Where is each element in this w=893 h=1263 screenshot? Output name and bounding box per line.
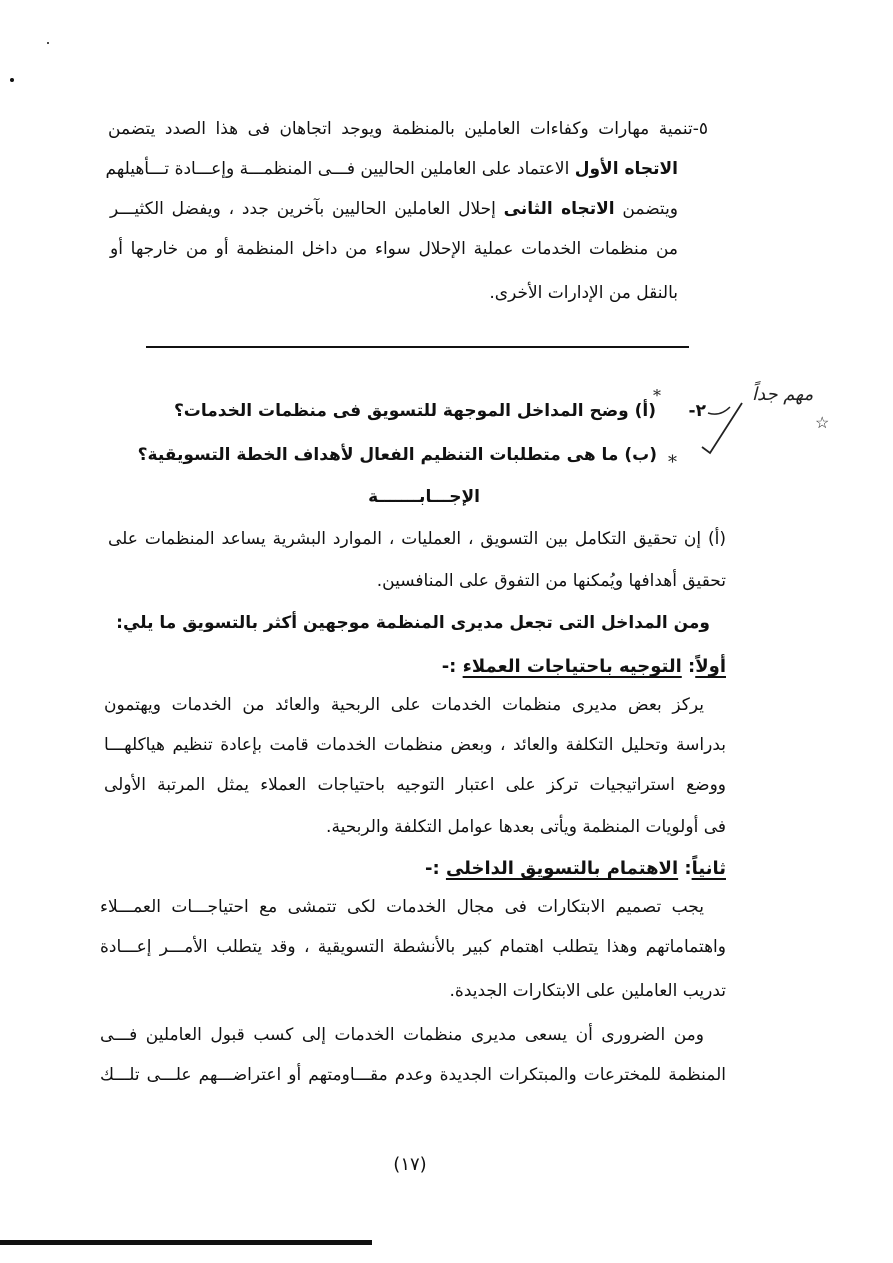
paragraph-line: المنظمة للمخترعات والمبتكرات الجديدة وعدم مقـــاومتهم أو اعتراضـــهم علـــى تلـــك — [100, 1065, 726, 1085]
intro-text: إحلال العاملين الحاليين بآخرين جدد ، ويفضل الكثيـــر — [110, 199, 496, 219]
page-number: (١٧) — [393, 1154, 427, 1175]
first-direction-label: الاتجاه الأول — [574, 159, 678, 179]
intro-line: ٥-تنمية مهارات وكفاءات العاملين بالمنظمة ويوجد اتجاهان فى هذا الصدد يتضمن — [108, 119, 708, 139]
intro-line: بالنقل من الإدارات الأخرى. — [489, 283, 678, 303]
section-heading: ثانياً: الاهتمام بالتسويق الداخلى :- — [424, 858, 726, 879]
asterisk-mark-icon: * — [668, 452, 677, 473]
asterisk-mark-icon: * — [653, 386, 661, 405]
intro-text: ويتضمن — [622, 199, 679, 219]
section-label: ثانياً — [691, 858, 726, 879]
intro-text: الاعتماد على العاملين الحاليين فـــى المنظمـــة وإعـــادة تـــأهيلهم — [105, 159, 570, 179]
question-part-a: (أ) وضح المداخل الموجهة للتسويق فى منظمات الخدمات؟ — [173, 401, 656, 421]
paragraph-line: ووضع استراتيجيات تركز على اعتبار التوجيه باحتياجات العملاء يمثل المرتبة الأولى — [104, 775, 726, 795]
intro-line — [110, 198, 678, 220]
section-divider — [146, 346, 689, 348]
paragraph-line: يجب تصميم الابتكارات فى مجال الخدمات لكى تتمشى مع احتياجـــات العمـــلاء — [100, 897, 704, 917]
check-mark-icon — [700, 395, 746, 455]
section-suffix: :- — [441, 656, 457, 677]
speck-mark — [10, 78, 14, 82]
speck-mark — [47, 42, 49, 44]
paragraph-line: واهتماماتهم وهذا يتطلب اهتمام كبير بالأنشطة التسويقية ، وقد يتطلب الأمـــر إعـــادة — [100, 937, 726, 957]
second-direction-label: الاتجاه الثانى — [503, 199, 615, 219]
intro-line: من منظمات الخدمات عملية الإحلال سواء من داخل المنظمة أو من خارجها أو — [110, 239, 678, 259]
section-suffix: :- — [424, 858, 440, 879]
paragraph-line: ومن الضرورى أن يسعى مديرى منظمات الخدمات إلى كسب قبول العاملين فـــى — [100, 1025, 704, 1045]
section-label: أولاً — [695, 656, 726, 677]
approaches-intro: ومن المداخل التى تجعل مديرى المنظمة موجهين أكثر بالتسويق ما يلي: — [116, 613, 710, 633]
question-part-b: (ب) ما هى متطلبات التنظيم الفعال لأهداف الخطة التسويقية؟ — [137, 445, 657, 465]
question-number: ٢- — [688, 401, 706, 421]
paragraph-line: يركز بعض مديرى منظمات الخدمات على الربحية والعائد من الخدمات ويهتمون — [104, 695, 704, 715]
scan-edge-line — [0, 1240, 372, 1245]
paragraph-line: فى أولويات المنظمة ويأتى بعدها عوامل التكلفة والربحية. — [326, 817, 726, 837]
section-title: التوجيه باحتياجات العملاء — [462, 656, 682, 677]
handwritten-note: مهم جداً — [752, 384, 814, 405]
section-title: الاهتمام بالتسويق الداخلى — [445, 858, 679, 879]
answer-line: (أ) إن تحقيق التكامل بين التسويق ، العمليات ، الموارد البشرية يساعد المنظمات على — [108, 529, 726, 549]
section-heading: أولاً: التوجيه باحتياجات العملاء :- — [441, 656, 726, 677]
star-mark-icon: ☆ — [815, 413, 830, 432]
paragraph-line: بدراسة وتحليل التكلفة والعائد ، وبعض منظمات الخدمات قامت بإعادة تنظيم هياكلهـــا — [104, 735, 726, 755]
answer-heading: الإجـــابـــــــة — [368, 487, 480, 507]
answer-line: تحقيق أهدافها ويُمكنها من التفوق على المنافسين. — [376, 571, 726, 591]
paragraph-line: تدريب العاملين على الابتكارات الجديدة. — [449, 981, 726, 1001]
intro-line — [105, 158, 678, 180]
